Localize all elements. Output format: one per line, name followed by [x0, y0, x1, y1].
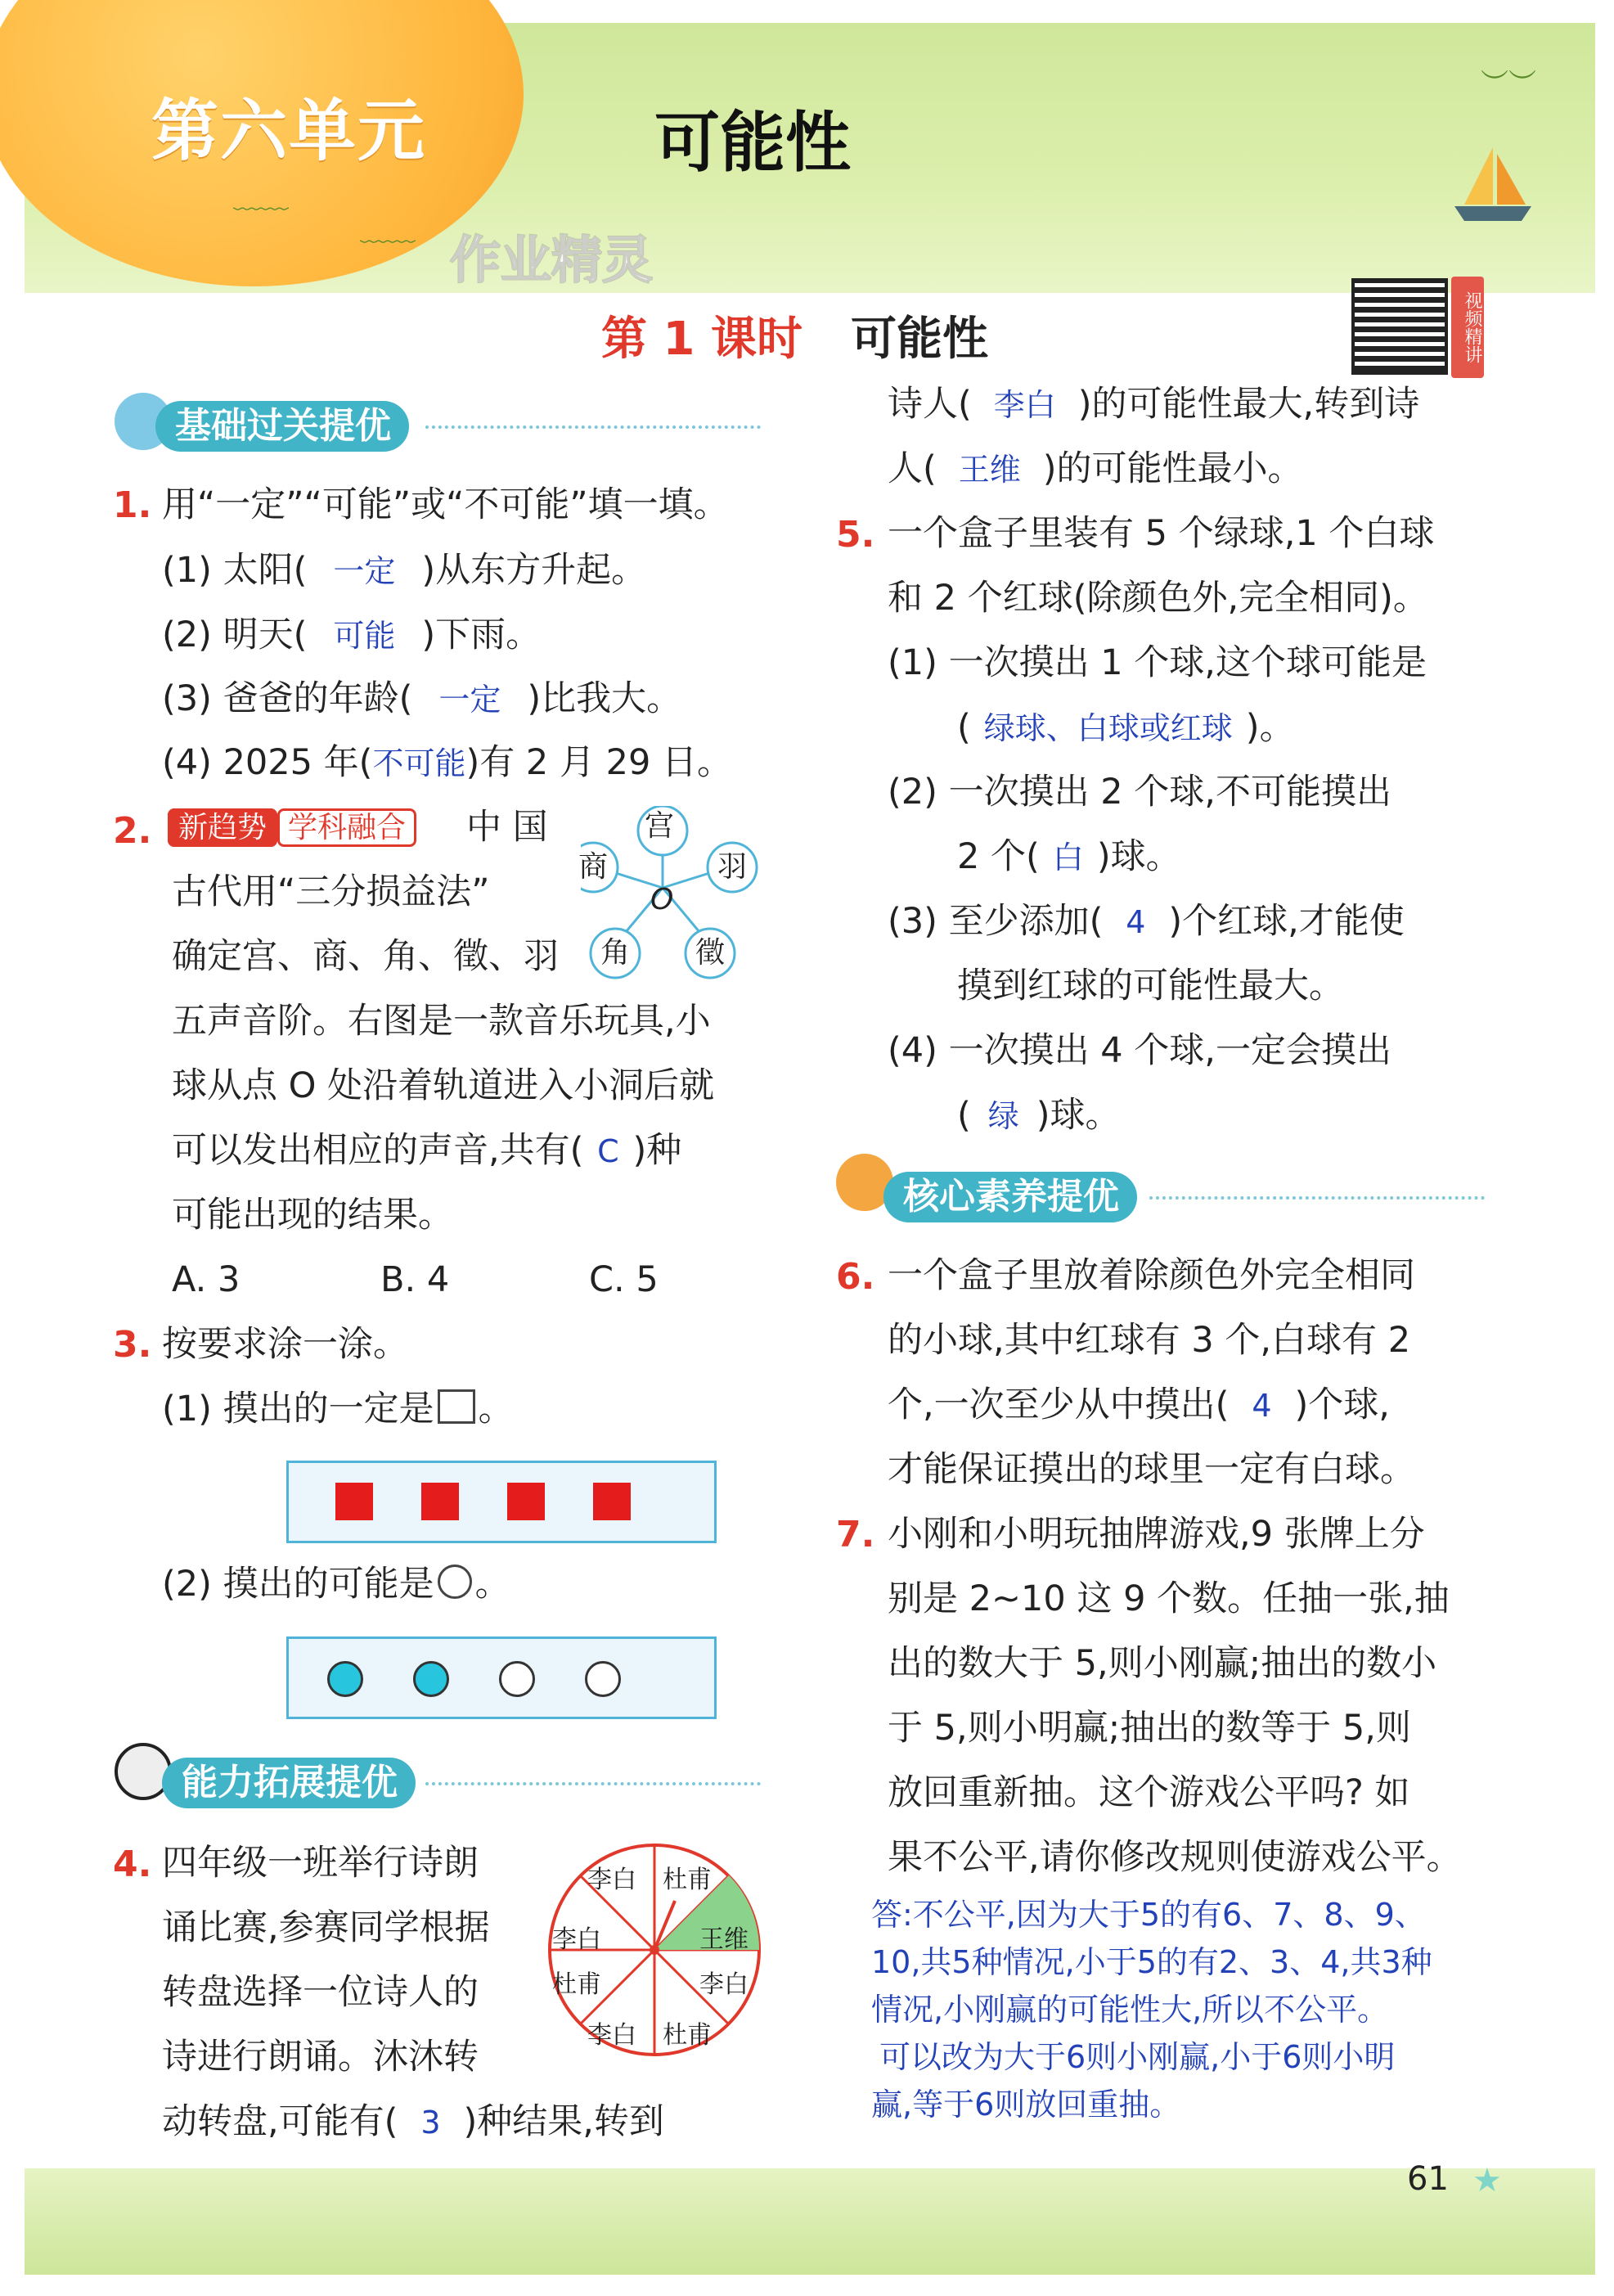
wheel-label: 李白 [552, 1925, 601, 1954]
q7-answer: 可以改为大于6则小刚赢,小于6则小明 [879, 2039, 1396, 2075]
q2-tags [168, 810, 416, 846]
q5-sub: (3) 至少添加( 4 )个红球,才能使 [888, 889, 1405, 955]
q7-line: 放回重新抽。这个游戏公平吗? 如 [888, 1772, 1410, 1813]
q1-item: (3) 爸爸的年龄( 一定 )比我大。 [162, 667, 681, 732]
unit-title: 可能性 [654, 105, 851, 181]
answer: 3 [420, 2105, 441, 2141]
q3-stem: 按要求涂一涂。 [162, 1324, 408, 1365]
q4-line: 诗进行朗诵。沐沐转 [162, 2037, 479, 2078]
q7-line: 于 5,则小明赢;抽出的数等于 5,则 [888, 1708, 1411, 1749]
question-number: 3. [113, 1324, 152, 1366]
q6-line: 的小球,其中红球有 3 个,白球有 2 [888, 1320, 1411, 1361]
q5-sub: (4) 一次摸出 4 个球,一定会摸出 [888, 1030, 1391, 1071]
option-b: B. 4 [380, 1259, 450, 1300]
wave-icon: ﹏﹏ [233, 182, 289, 215]
note-shang: 商 [578, 850, 609, 884]
wheel-label: 杜甫 [663, 2021, 712, 2050]
q7-line: 果不公平,请你修改规则使游戏公平。 [888, 1837, 1462, 1878]
question-number: 5. [836, 514, 875, 556]
note-yu: 羽 [717, 850, 748, 884]
wheel-label: 李白 [587, 2021, 636, 2050]
q2-line: 古代用“三分损益法” [172, 871, 490, 912]
answer: 一定 [333, 553, 396, 589]
q1-item: (4) 2025 年(不可能)有 2 月 29 日。 [162, 742, 733, 783]
question-number: 6. [836, 1256, 875, 1298]
answer: 李白 [993, 387, 1056, 423]
star-icon: ★ [1472, 2162, 1502, 2199]
q6-line: 才能保证摸出的球里一定有白球。 [888, 1449, 1415, 1490]
center-o: O [650, 883, 674, 916]
cyan-ball-icon [413, 1661, 449, 1697]
question-number: 7. [836, 1514, 875, 1555]
q5-sub: 摸到红球的可能性最大。 [957, 966, 1344, 1006]
cube-icon [438, 1389, 475, 1424]
q2-line: 中 国 [466, 807, 548, 848]
q6-line: 个,一次至少从中摸出( 4 )个球, [888, 1373, 1390, 1438]
q4-line: 人( 王维 )的可能性最小。 [888, 437, 1303, 502]
wheel-label: 王维 [699, 1925, 749, 1954]
divider [1149, 1196, 1485, 1203]
footer-band [25, 2168, 1595, 2275]
q7-answer: 情况,小刚赢的可能性大,所以不公平。 [871, 1992, 1389, 2028]
cyan-ball-icon [327, 1661, 363, 1697]
answer: 不可能 [372, 745, 466, 781]
red-cube-icon [593, 1483, 631, 1520]
q2-line: 球从点 O 处沿着轨道进入小洞后就 [172, 1065, 715, 1106]
lesson-number: 第 1 课时 [601, 313, 803, 366]
bird-icon: ︶︶ [1481, 68, 1536, 101]
question-number: 1. [113, 484, 152, 526]
q2-line: 可以发出相应的声音,共有( C )种 [172, 1119, 681, 1184]
q7-line: 别是 2~10 这 9 个数。任抽一张,抽 [888, 1578, 1450, 1619]
subject-tag: 学科融合 [277, 808, 416, 847]
white-ball-icon [499, 1661, 535, 1697]
qr-code-icon[interactable] [1351, 278, 1448, 375]
wheel-label: 杜甫 [552, 1970, 601, 1999]
q3-part2: (2) 摸出的可能是 。 [162, 1564, 510, 1605]
red-cube-icon [335, 1483, 373, 1520]
red-cube-icon [421, 1483, 459, 1520]
note-gong: 宫 [645, 809, 675, 843]
q2-line: 五声音阶。右图是一款音乐玩具,小 [172, 1001, 711, 1042]
q7-line: 出的数大于 5,则小刚赢;抽出的数小 [888, 1643, 1437, 1684]
q7-answer: 赢,等于6则放回重抽。 [871, 2087, 1181, 2123]
q1-item: (2) 明天( 可能 )下雨。 [162, 603, 541, 669]
note-zhi: 徵 [695, 936, 726, 970]
red-cube-icon [507, 1483, 545, 1520]
q2-line: 可能出现的结果。 [172, 1195, 453, 1236]
white-ball-icon [585, 1661, 621, 1697]
ball-icon [438, 1564, 472, 1599]
q1-stem: 用“一定”“可能”或“不可能”填一填。 [162, 484, 729, 525]
q7-answer: 10,共5种情况,小于5的有2、3、4,共3种 [871, 1944, 1432, 1980]
wheel-label: 李白 [699, 1970, 749, 1999]
q5-stem: 一个盒子里装有 5 个绿球,1 个白球 [888, 513, 1435, 554]
q1-item: (1) 太阳( 一定 )从东方升起。 [162, 538, 646, 604]
divider [425, 1782, 761, 1789]
q4-line: 诗人( 李白 )的可能性最大,转到诗 [888, 372, 1419, 438]
answer: 王维 [958, 452, 1021, 488]
lesson-topic: 可能性 [851, 313, 988, 366]
answer: 一定 [438, 682, 501, 718]
q2-line: 确定宫、商、角、徵、羽 [172, 936, 559, 977]
q5-sub: ( 绿球、白球或红球 )。 [957, 707, 1295, 748]
answer: 绿 [987, 1098, 1019, 1134]
option-a: A. 3 [172, 1259, 241, 1300]
note-jue: 角 [600, 936, 631, 970]
q4-line: 转盘选择一位诗人的 [162, 1972, 479, 2013]
q5-stem: 和 2 个红球(除颜色外,完全相同)。 [888, 578, 1428, 619]
wave-icon: ﹏﹏ [360, 215, 416, 248]
wheel-label: 李白 [587, 1866, 636, 1894]
q4-line: 四年级一班举行诗朗 [162, 1843, 479, 1884]
q5-sub: 2 个( 白 )球。 [957, 825, 1181, 890]
q7-line: 小刚和小明玩抽牌游戏,9 张牌上分 [888, 1514, 1425, 1555]
sailboat-icon [1448, 139, 1538, 229]
answer: 4 [1252, 1388, 1272, 1424]
question-number: 4. [113, 1844, 152, 1885]
q5-sub: ( 绿 )球。 [957, 1083, 1121, 1149]
q7-answer: 答:不公平,因为大于5的有6、7、8、9、 [871, 1897, 1426, 1933]
q4-line: 诵比赛,参赛同学根据 [162, 1907, 490, 1948]
answer: 白 [1052, 840, 1084, 876]
watermark: 作业精灵 [450, 230, 654, 290]
trend-tag: 新趋势 [168, 808, 277, 847]
page-number: 61 [1407, 2160, 1449, 2198]
q5-sub: (1) 一次摸出 1 个球,这个球可能是 [888, 642, 1427, 683]
option-c: C. 5 [589, 1259, 659, 1300]
wheel-label: 杜甫 [663, 1866, 712, 1894]
section-core: 核心素养提优 [883, 1172, 1137, 1222]
divider [425, 425, 761, 432]
answer: 绿球、白球或红球 [983, 710, 1233, 746]
answer: 可能 [333, 618, 396, 654]
video-tag[interactable]: 视频精讲 [1451, 277, 1484, 378]
section-ability: 能力拓展提优 [162, 1758, 416, 1808]
q6-line: 一个盒子里放着除颜色外完全相同 [888, 1255, 1415, 1296]
q4-line: 动转盘,可能有( 3 )种结果,转到 [162, 2090, 664, 2155]
answer: 4 [1126, 904, 1146, 940]
q5-sub: (2) 一次摸出 2 个球,不可能摸出 [888, 772, 1391, 813]
question-number: 2. [113, 810, 152, 852]
answer: C [597, 1133, 619, 1169]
section-basic: 基础过关提优 [155, 401, 409, 452]
unit-label: 第六单元 [151, 92, 427, 170]
q3-part1: (1) 摸出的一定是 。 [162, 1389, 514, 1429]
